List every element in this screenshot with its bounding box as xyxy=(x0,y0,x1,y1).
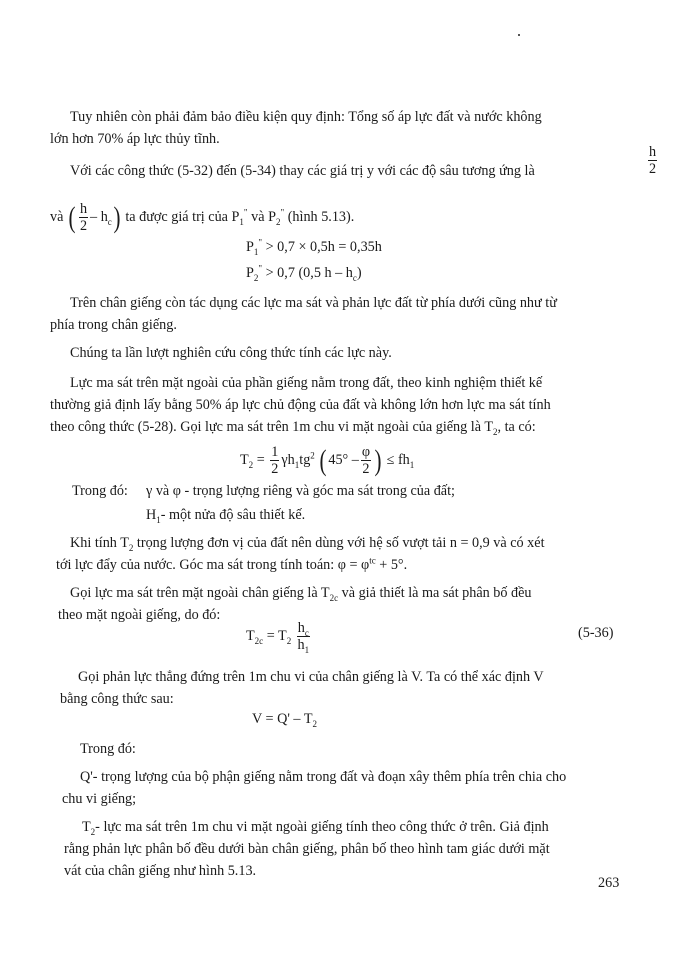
equation-v: $V = Q' - T_2$ xyxy=(252,711,317,729)
equation-t2: $T_2$ = $\frac{1}{2}$ $\gamma h_1tg^2$ ( 45° – $\frac{\varphi}{2}$ ) ≤ $fh_1$ xyxy=(240,443,415,478)
where-label: Trong đó: xyxy=(72,483,128,499)
equation-p1: $P_1^" > 0,7 \times 0,5h = 0,35h$ xyxy=(246,237,382,257)
paragraph-1-line-1: Tuy nhiên còn phải đảm bảo điều kiện quy định: Tổng số áp lực đất và nước không xyxy=(70,109,542,125)
scan-speck xyxy=(518,34,520,36)
paragraph-1-line-2: lớn hơn 70% áp lực thủy tĩnh. xyxy=(50,131,220,147)
page-number: 263 xyxy=(598,875,620,891)
paragraph-2-line-1: Với các công thức (5-32) đến (5-34) thay các giá trị y với các độ sâu tương ứng là $\frac{h}{2}$ xyxy=(70,144,657,179)
paragraph-4: Chúng ta lần lượt nghiên cứu công thức tính các lực này. xyxy=(70,345,392,361)
equation-number: (5-36) xyxy=(578,625,614,641)
where-h1: $H_1-$ một nửa độ sâu thiết kế. xyxy=(146,507,306,525)
where-gamma-phi: γ và φ - trọng lượng riêng và góc ma sát trong của đất; xyxy=(146,483,455,499)
equation-p2: $P_2^" > 0,7$ (0,5 h – $h_c$) xyxy=(246,263,362,283)
paragraph-7-line-1: Gọi lực ma sát trên mặt ngoài chân giếng là $T_{2c}$ và giả thiết là ma sát phân bố đều xyxy=(70,585,532,603)
paragraph-10-line-2: rằng phản lực phân bố đều dưới bàn chân giếng, phân bố theo hình tam giác dưới mặt xyxy=(64,841,550,857)
paragraph-2-line-2: và ( $\frac{h}{2}$ – $h_c$) ta được giá trị của $P_1^"$ và $P_2^"$ (hình 5.13). xyxy=(50,200,355,235)
fraction-h-over-2: $\frac{h}{2}$ xyxy=(649,144,657,177)
paragraph-8-line-1: Gọi phản lực thẳng đứng trên 1m chu vi của chân giếng là V. Ta có thể xác định V xyxy=(78,669,544,685)
paragraph-3-line-2: phía trong chân giếng. xyxy=(50,317,177,333)
paragraph-9-line-1: Q'- trọng lượng của bộ phận giếng nằm trong đất và đoạn xây thêm phía trên chia cho xyxy=(80,769,567,785)
paragraph-7-line-2: theo mặt ngoài giếng, do đó: xyxy=(58,607,221,623)
where-label-2: Trong đó: xyxy=(80,741,136,757)
paragraph-9-line-2: chu vi giếng; xyxy=(62,791,137,807)
paragraph-6-line-2: tới lực đẩy của nước. Góc ma sát trong tính toán: $\varphi = \varphi^{tc} + 5^\circ$. xyxy=(56,555,408,573)
paragraph-6-line-1: Khi tính $T_2$ trọng lượng đơn vị của đất nên dùng với hệ số vượt tải n = 0,9 và có xét xyxy=(70,535,545,553)
paragraph-10-line-3: vát của chân giếng như hình 5.13. xyxy=(64,863,257,879)
paragraph-5-line-1: Lực ma sát trên mặt ngoài của phần giếng nằm trong đất, theo kinh nghiệm thiết kế xyxy=(70,375,543,391)
paragraph-10-line-1: $T_2-$ lực ma sát trên 1m chu vi mặt ngoài giếng tính theo công thức ở trên. Giả định xyxy=(82,819,549,837)
paragraph-8-line-2: bằng công thức sau: xyxy=(60,691,174,707)
equation-t2c: $T_{2c} = T_2$ $\frac{h_c}{h_1}$ xyxy=(246,620,310,656)
paragraph-3-line-1: Trên chân giếng còn tác dụng các lực ma sát và phản lực đất từ phía dưới cũng như từ xyxy=(70,295,557,311)
paragraph-5-line-3: theo công thức (5-28). Gọi lực ma sát trên 1m chu vi mặt ngoài của giếng là $T_2$, ta có: xyxy=(50,419,536,437)
paragraph-5-line-2: thường giả định lấy bằng 50% áp lực chủ động của đất và không lớn hơn lực ma sát tính xyxy=(50,397,551,413)
